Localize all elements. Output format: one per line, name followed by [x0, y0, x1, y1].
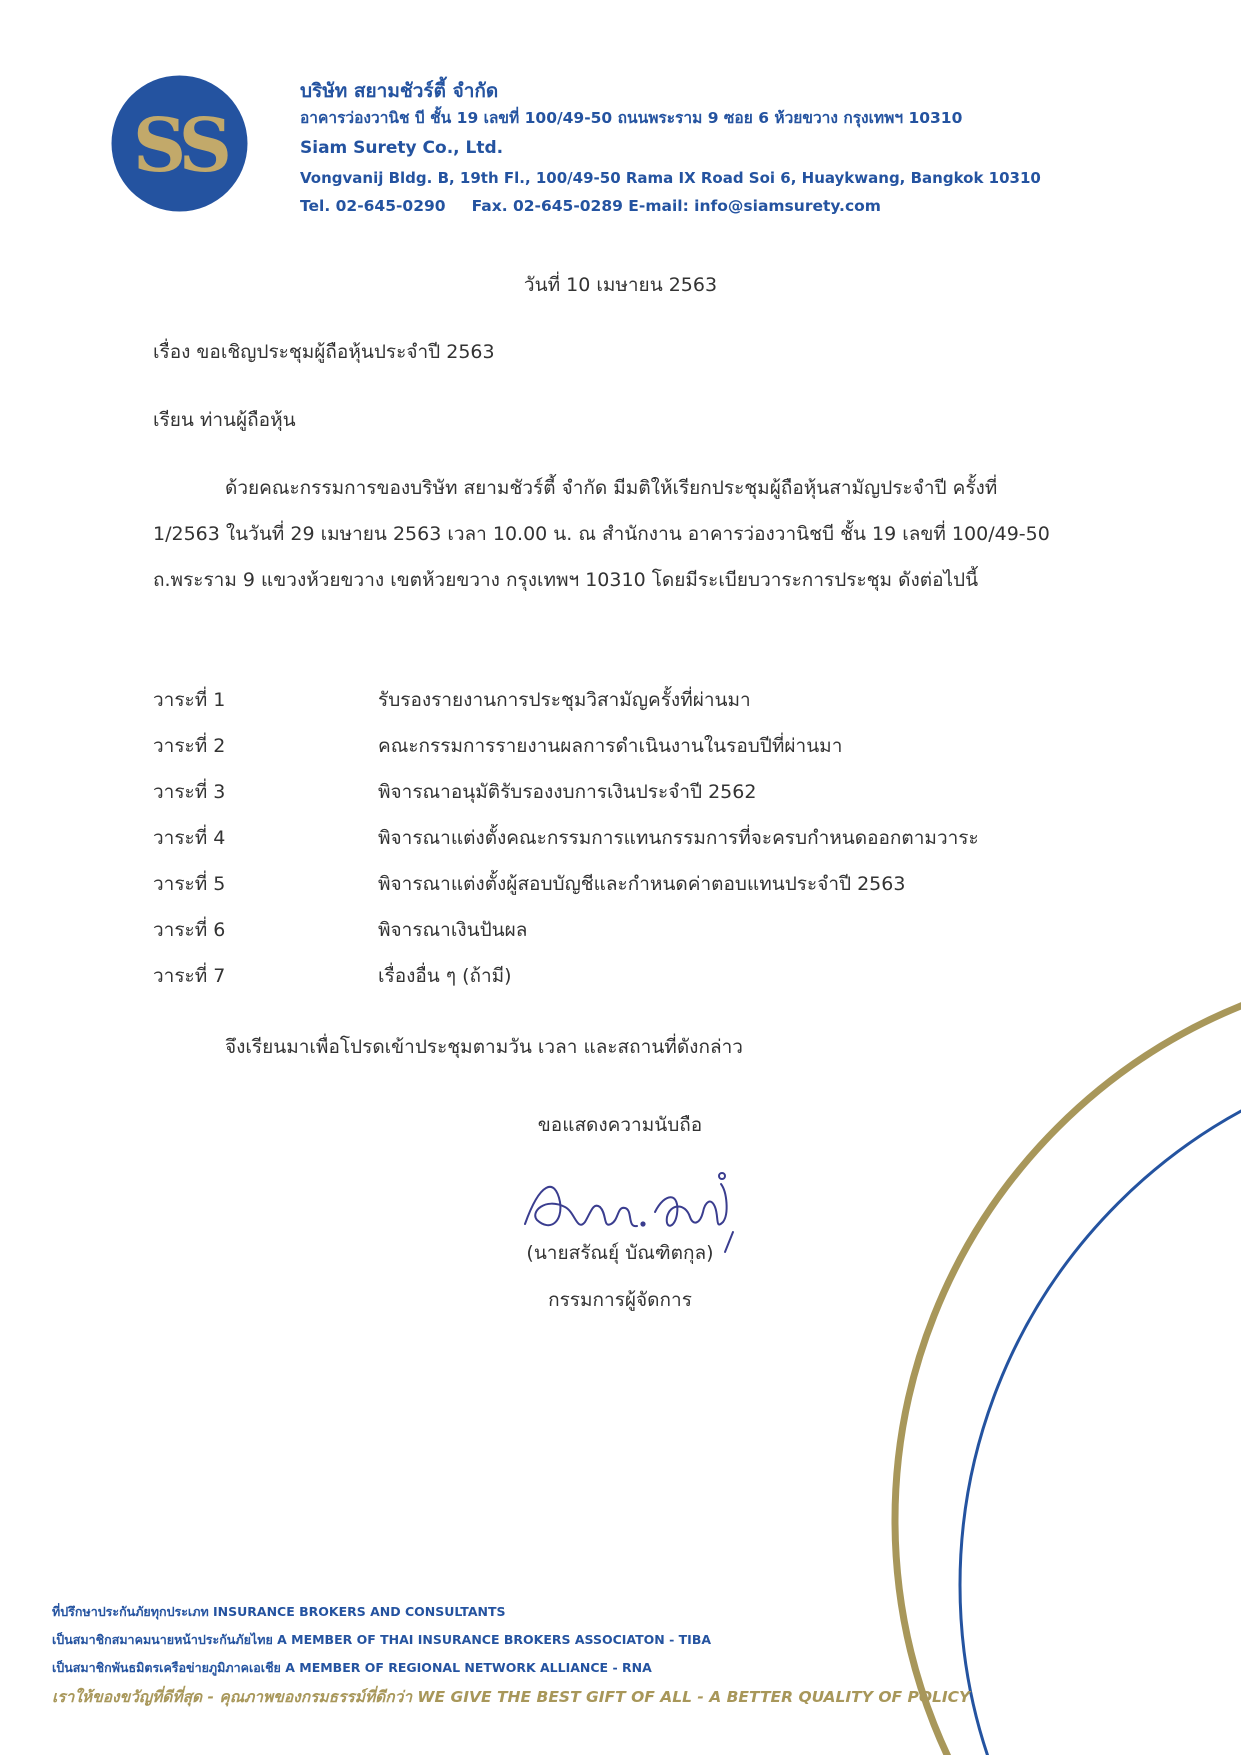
fax-email: Fax. 02-645-0289 E-mail: info@siamsurety.com — [471, 197, 881, 215]
blue-arc — [960, 1045, 1241, 1755]
agenda-label: วาระที่ 5 — [153, 873, 226, 895]
closing-line: จึงเรียนมาเพื่อโปรดเข้าประชุมตามวัน เวลา และสถานที่ดังกล่าว — [225, 1036, 743, 1058]
regards: ขอแสดงความนับถือ — [537, 1114, 703, 1136]
agenda-label: วาระที่ 1 — [153, 689, 226, 711]
address-th: อาคารว่องวานิช บี ชั้น 19 เลขที่ 100/49-50 ถนนพระราม 9 ซอย 6 ห้วยขวาง กรุงเทพฯ 10310 — [300, 109, 963, 127]
agenda-label: วาระที่ 6 — [153, 919, 226, 941]
company-name-th: บริษัท สยามชัวร์ตี้ จำกัด — [300, 80, 499, 102]
letterhead — [300, 78, 1041, 220]
agenda-text: รับรองรายงานการประชุมวิสามัญครั้งที่ผ่านมา — [378, 689, 751, 711]
body-text: ด้วยคณะกรรมการของบริษัท สยามชัวร์ตี้ จำกัด มีมติให้เรียกประชุมผู้ถือหุ้นสามัญประจำปี ครั้งที่ 1/2563 ในวันที่ 29 เมษายน 2563 เวลา 10.00 น. ณ สำนักงาน อาคารว่องวานิชบี ชั้น 19 เลขที่ 100/49-50 ถ.พระราม 9 แขวงห้วยขวาง เขตห้วยขวาง กรุงเทพฯ 10310 โดยมีระเบียบวาระการประชุม ดังต่อไปนี้ — [153, 477, 1050, 591]
footer-line-3: เป็นสมาชิกพันธมิตรเครือข่ายภูมิภาคเอเชีย A MEMBER OF REGIONAL NETWORK ALLIANCE - RNA — [52, 1660, 652, 1675]
address-en: Vongvanij Bldg. B, 19th Fl., 100/49-50 Rama IX Road Soi 6, Huaykwang, Bangkok 10310 — [300, 169, 1041, 187]
footer-tagline: เราให้ของขวัญที่ดีที่สุด - คุณภาพของกรมธรรม์ที่ดีกว่า WE GIVE THE BEST GIFT OF ALL - A BETTER QUALITY OF POLICY — [52, 1688, 971, 1706]
contact-line — [300, 192, 1041, 220]
agenda-label: วาระที่ 7 — [153, 965, 226, 987]
letter-date: วันที่ 10 เมษายน 2563 — [523, 274, 718, 296]
agenda-text: พิจารณาเงินปันผล — [378, 919, 528, 941]
letter-salutation: เรียน ท่านผู้ถือหุ้น — [153, 409, 296, 431]
footer — [52, 1598, 970, 1712]
footer-line-2: เป็นสมาชิกสมาคมนายหน้าประกันภัยไทย A MEMBER OF THAI INSURANCE BROKERS ASSOCIATON - TIBA — [52, 1632, 712, 1647]
company-logo — [111, 75, 248, 212]
letter-body — [153, 465, 1063, 603]
letter-subject: เรื่อง ขอเชิญประชุมผู้ถือหุ้นประจำปี 2563 — [153, 341, 495, 363]
signatory-title: กรรมการผู้จัดการ — [548, 1289, 692, 1311]
agenda-label: วาระที่ 3 — [153, 781, 226, 803]
agenda-text: คณะกรรมการรายงานผลการดำเนินงานในรอบปีที่ผ่านมา — [378, 735, 843, 757]
agenda-label: วาระที่ 4 — [153, 827, 226, 849]
agenda-label: วาระที่ 2 — [153, 735, 226, 757]
logo-text: SS — [132, 103, 227, 189]
agenda-text: เรื่องอื่น ๆ (ถ้ามี) — [378, 965, 512, 987]
agenda-text: พิจารณาแต่งตั้งผู้สอบบัญชีและกำหนดค่าตอบแทนประจำปี 2563 — [378, 873, 906, 895]
footer-line-1: ที่ปรึกษาประกันภัยทุกประเภท INSURANCE BROKERS AND CONSULTANTS — [52, 1604, 506, 1619]
signatory-name: (นายสรัณยุ์ บัณฑิตกุล) — [526, 1242, 714, 1264]
agenda-text: พิจารณาอนุมัติรับรองงบการเงินประจำปี 2562 — [378, 781, 757, 803]
agenda-text: พิจารณาแต่งตั้งคณะกรรมการแทนกรรมการที่จะครบกำหนดออกตามวาระ — [378, 827, 979, 849]
telephone: Tel. 02-645-0290 — [300, 197, 446, 215]
company-name-en: Siam Surety Co., Ltd. — [300, 138, 504, 158]
